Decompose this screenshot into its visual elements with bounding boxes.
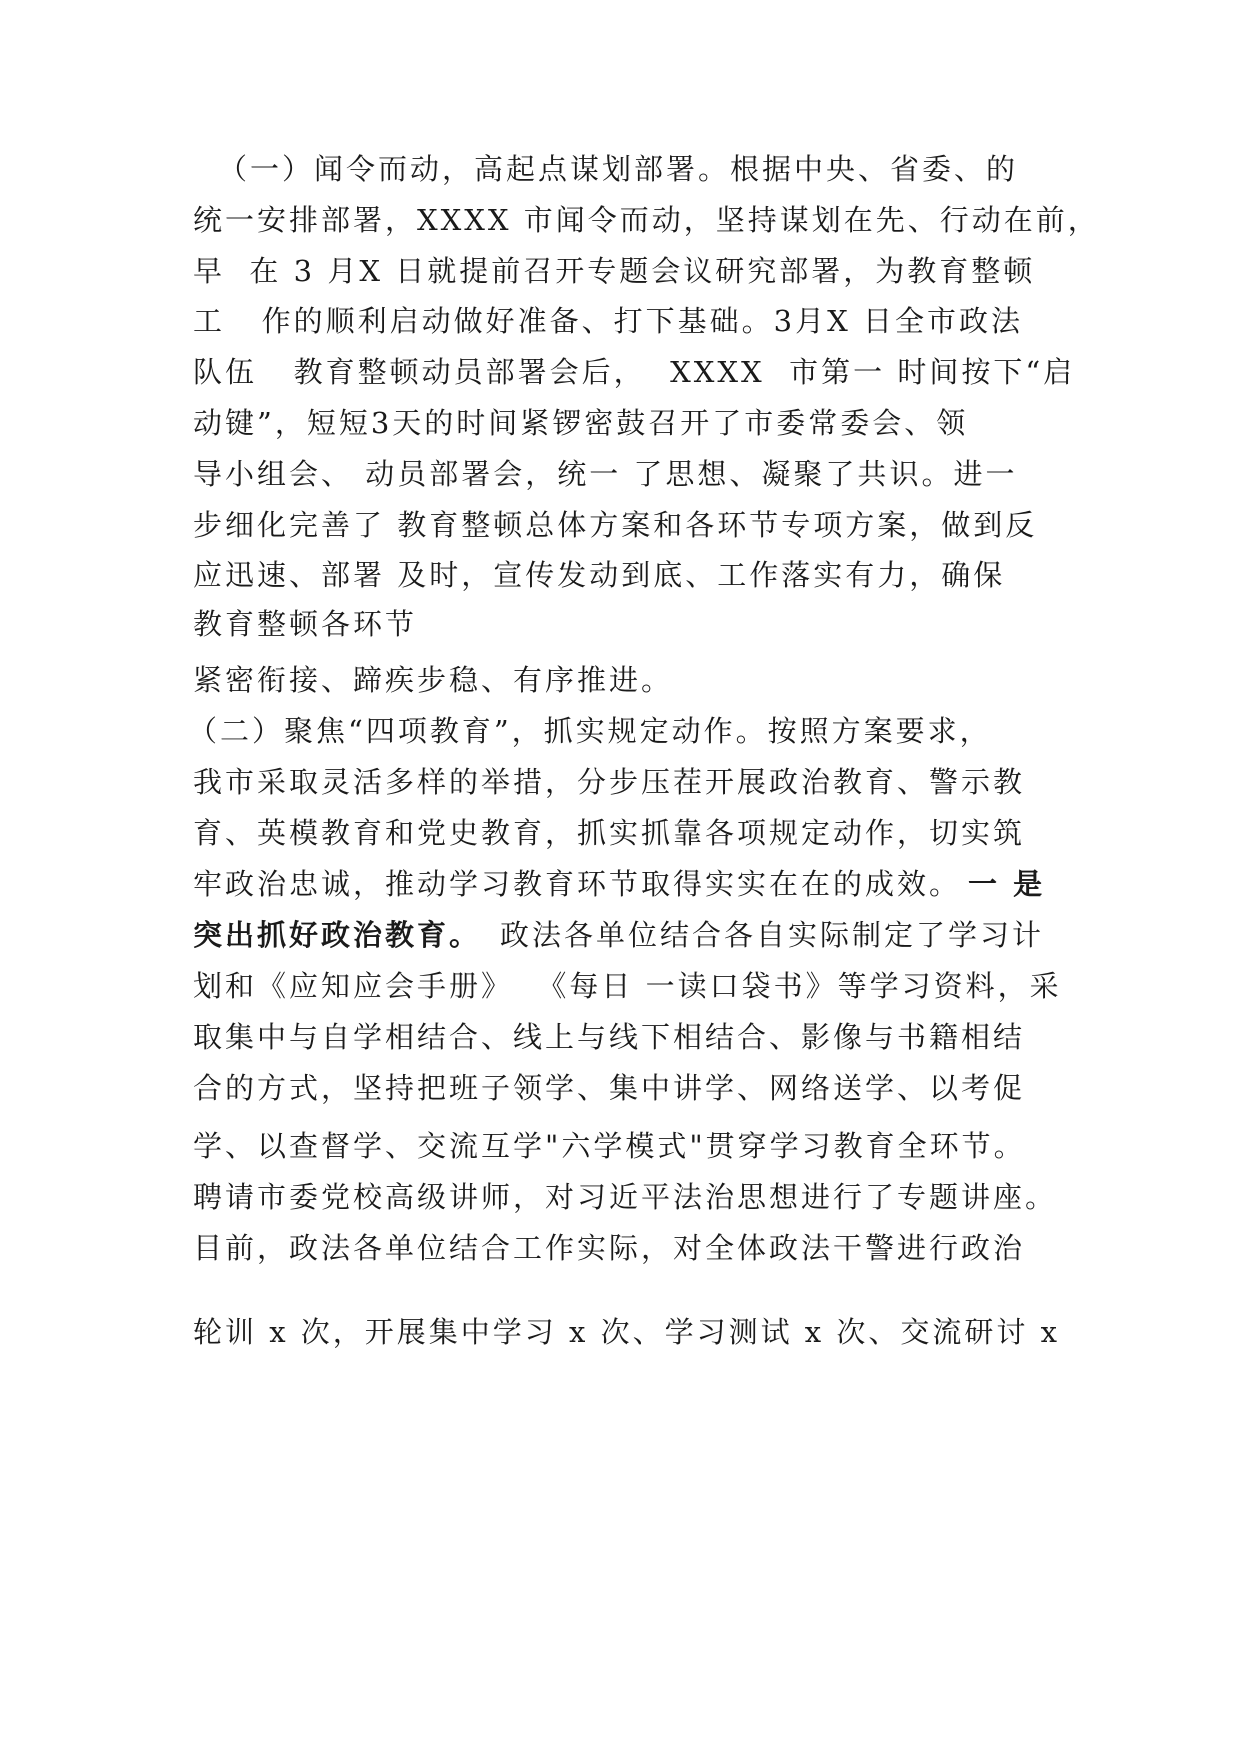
text-line-4: 工 作的顺利启动做好准备、打下基础。3月X 日全市政法 — [193, 304, 1023, 338]
text-line-21: 聘请市委党校高级讲师，对习近平法治思想进行了专题讲座。 — [193, 1180, 1058, 1214]
text-line-17: 划和《应知应会手册》 《每日 一读口袋书》等学习资料，采 — [193, 969, 1062, 1003]
text-line-15-bold: 一 是 — [968, 867, 1046, 901]
text-line-11: 紧密衔接、蹄疾步稳、有序推进。 — [193, 663, 674, 697]
text-line-15: 牢政治忠诚，推动学习教育环节取得实实在在的成效。 — [193, 867, 962, 901]
text-line-1: （一）闻令而动，高起点谋划部署。根据中央、省委、的 — [218, 152, 1019, 186]
text-line-9: 应迅速、部署 及时，宣传发动到底、工作落实有力，确保 — [193, 558, 1006, 592]
text-line-20: 学、以查督学、交流互学"六学模式"贯穿学习教育全环节。 — [193, 1129, 1026, 1163]
text-line-5: 队伍 教育整顿动员部署会后， XXXX 市第一 时间按下“启 — [193, 355, 1076, 389]
text-line-22: 目前，政法各单位结合工作实际，对全体政法干警进行政治 — [193, 1231, 1026, 1265]
text-line-14: 育、英模教育和党史教育，抓实抓靠各项规定动作，切实筑 — [193, 816, 1026, 850]
text-line-23: 轮训 x 次，开展集中学习 x 次、学习测试 x 次、交流研讨 x — [193, 1315, 1060, 1349]
text-line-16-bold: 突出抓好政治教育。 — [193, 918, 482, 952]
text-line-10: 教育整顿各环节 — [193, 607, 418, 641]
text-line-16: 政法各单位结合各自实际制定了学习计 — [500, 918, 1045, 952]
text-line-2: 统一安排部署，XXXX 市闻令而动，坚持谋划在先、行动在前， — [193, 203, 1100, 237]
text-line-13: 我市采取灵活多样的举措，分步压茬开展政治教育、警示教 — [193, 765, 1026, 799]
text-line-3: 早 在 3 月X 日就提前召开专题会议研究部署，为教育整顿 — [193, 254, 1036, 288]
text-line-8: 步细化完善了 教育整顿总体方案和各环节专项方案，做到反 — [193, 508, 1038, 542]
text-line-6: 动键”，短短3天的时间紧锣密鼓召开了市委常委会、领 — [193, 406, 969, 440]
text-line-18: 取集中与自学相结合、线上与线下相结合、影像与书籍相结 — [193, 1020, 1026, 1054]
text-line-7: 导小组会、 动员部署会，统一 了思想、凝聚了共识。进一 — [193, 457, 1018, 491]
text-line-12: （二）聚焦“四项教育”，抓实规定动作。按照方案要求， — [188, 714, 992, 748]
text-line-19: 合的方式，坚持把班子领学、集中讲学、网络送学、以考促 — [193, 1071, 1026, 1105]
